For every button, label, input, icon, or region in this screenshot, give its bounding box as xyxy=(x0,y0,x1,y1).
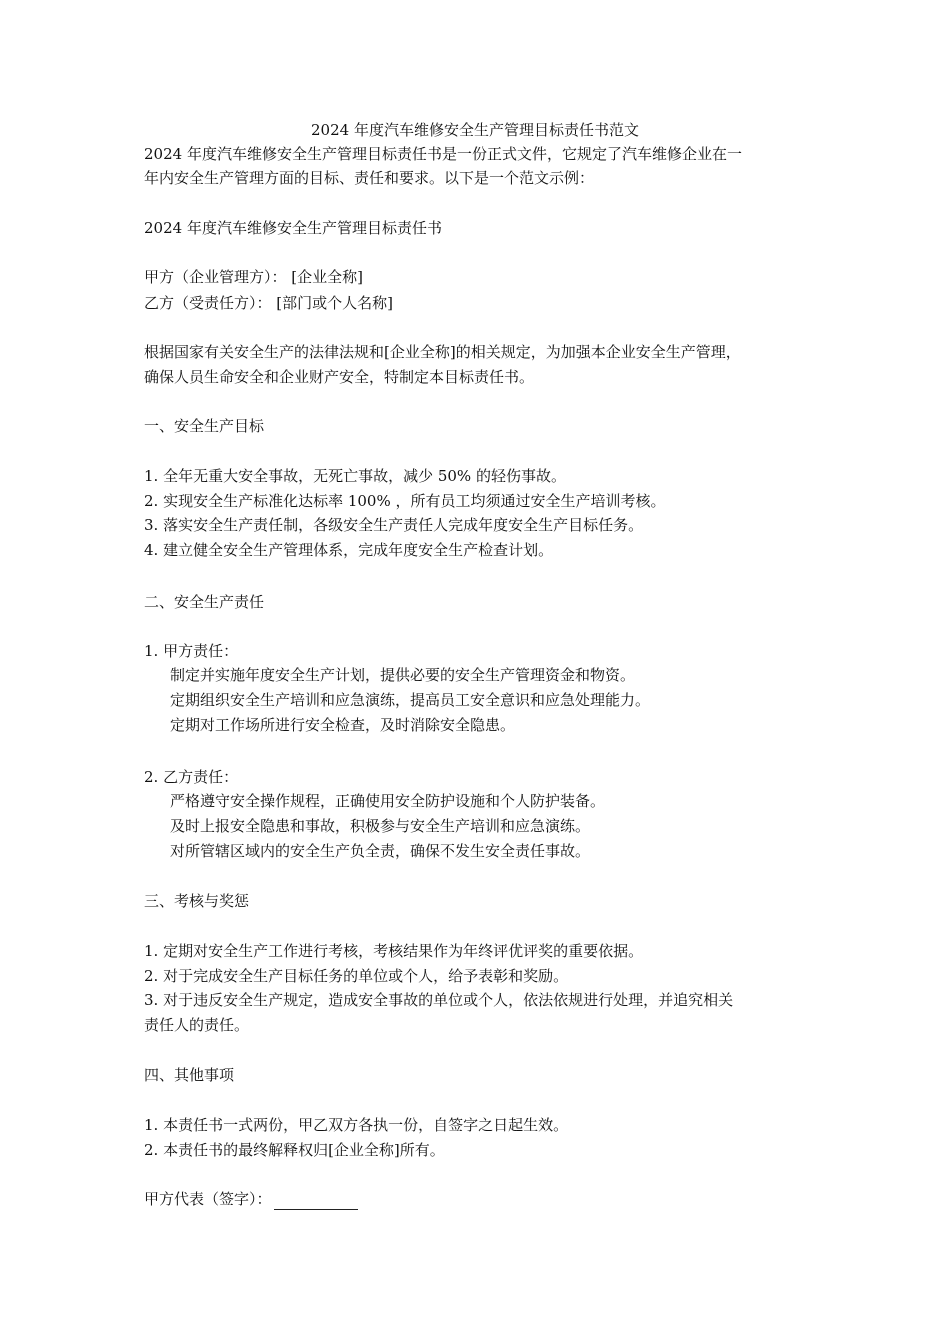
list-item: 2. 实现安全生产标准化达标率 100% ，所有员工均须通过安全生产培训考核。 xyxy=(144,492,666,510)
signature-row xyxy=(144,1188,809,1210)
party-b-line: 乙方（受责任方）： [部门或个人名称] xyxy=(144,294,393,312)
preamble-paragraph: 确保人员生命安全和企业财产安全，特制定本目标责任书。 xyxy=(144,368,535,386)
list-item: 制定并实施年度安全生产计划，提供必要的安全生产管理资金和物资。 xyxy=(170,666,636,684)
intro-paragraph: 2024 年度汽车维修安全生产管理目标责任书是一份正式文件，它规定了汽车维修企业在一 xyxy=(144,145,742,163)
intro-paragraph: 年内安全生产管理方面的目标、责任和要求。以下是一个范文示例： xyxy=(144,169,595,187)
list-item: 定期组织安全生产培训和应急演练，提高员工安全意识和应急处理能力。 xyxy=(170,691,651,709)
signature-label: 甲方代表（签字）： xyxy=(144,1190,272,1208)
section-heading: 一、安全生产目标 xyxy=(144,417,265,435)
section-heading: 四、其他事项 xyxy=(144,1066,235,1084)
list-item: 1. 全年无重大安全事故，无死亡事故，减少 50% 的轻伤事故。 xyxy=(144,467,566,485)
list-item: 1. 本责任书一式两份，甲乙双方各执一份，自签字之日起生效。 xyxy=(144,1116,569,1134)
preamble-paragraph: 根据国家有关安全生产的法律法规和[企业全称]的相关规定，为加强本企业安全生产管理， xyxy=(144,343,741,361)
list-item: 2. 对于完成安全生产目标任务的单位或个人，给予表彰和奖励。 xyxy=(144,967,569,985)
party-a-line: 甲方（企业管理方）： [企业全称] xyxy=(144,268,363,286)
list-item: 4. 建立健全安全生产管理体系，完成年度安全生产检查计划。 xyxy=(144,541,554,559)
section-heading: 三、考核与奖惩 xyxy=(144,892,250,910)
list-item: 3. 对于违反安全生产规定，造成安全事故的单位或个人，依法依规进行处理，并追究相关 xyxy=(144,991,734,1009)
list-item: 1. 定期对安全生产工作进行考核，考核结果作为年终评优评奖的重要依据。 xyxy=(144,942,644,960)
sub-heading: 1. 甲方责任： xyxy=(144,642,239,660)
list-item-continuation: 责任人的责任。 xyxy=(144,1016,250,1034)
list-item: 严格遵守安全操作规程，正确使用安全防护设施和个人防护装备。 xyxy=(170,792,606,810)
list-item: 对所管辖区域内的安全生产负全责，确保不发生安全责任事故。 xyxy=(170,842,591,860)
list-item: 3. 落实安全生产责任制，各级安全生产责任人完成年度安全生产目标任务。 xyxy=(144,516,644,534)
doc-heading: 2024 年度汽车维修安全生产管理目标责任书 xyxy=(144,219,442,237)
list-item: 及时上报安全隐患和事故，积极参与安全生产培训和应急演练。 xyxy=(170,817,591,835)
list-item: 2. 本责任书的最终解释权归[企业全称]所有。 xyxy=(144,1141,445,1159)
signature-blank xyxy=(274,1194,358,1210)
document-title: 2024 年度汽车维修安全生产管理目标责任书范文 xyxy=(311,121,639,139)
sub-heading: 2. 乙方责任： xyxy=(144,768,239,786)
section-heading: 二、安全生产责任 xyxy=(144,593,265,611)
list-item: 定期对工作场所进行安全检查，及时消除安全隐患。 xyxy=(170,716,516,734)
